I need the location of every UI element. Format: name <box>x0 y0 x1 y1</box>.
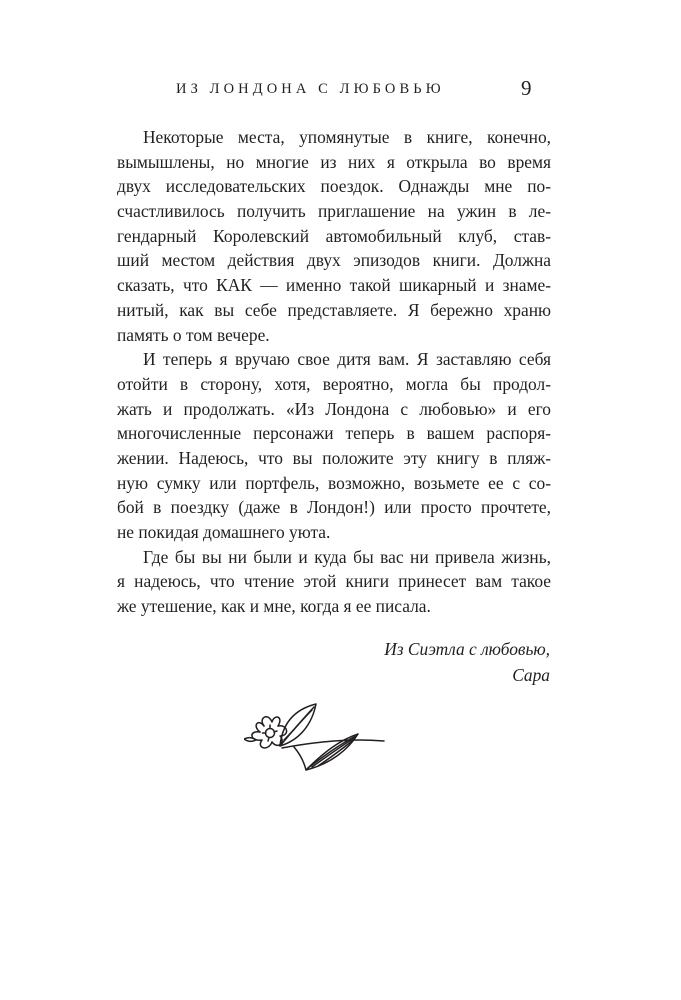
text-line: нитый, как вы себе представляете. Я бережно храню <box>117 299 551 320</box>
text-line: память о том вечере. <box>117 324 270 345</box>
text-line: вымышлены, но многие из них я открыла во время <box>117 151 551 172</box>
flower-icon <box>244 696 389 778</box>
text-line: ную сумку или портфель, возможно, возьмете ее с со- <box>117 472 551 493</box>
text-line: счастливилось получить приглашение на ужин в ле- <box>117 201 551 222</box>
text-line: гендарный Королевский автомобильный клуб, став- <box>117 225 551 246</box>
text-line: отойти в сторону, хотя, вероятно, могла бы продол- <box>117 373 551 394</box>
text-line: я надеюсь, что чтение этой книги принесет вам такое <box>117 571 551 592</box>
text-line: Где бы вы ни были и куда бы вас ни привела жизнь, <box>143 546 551 567</box>
paragraph-1 <box>117 125 551 347</box>
page-number: 9 <box>521 76 532 100</box>
text-line: Некоторые места, упомянутые в книге, конечно, <box>143 127 551 147</box>
text-line: ший местом действия двух эпизодов книги. Должна <box>117 250 551 271</box>
text-line: не покидая домашнего уюта. <box>117 522 331 542</box>
body-text <box>117 125 551 619</box>
signature <box>250 636 550 688</box>
running-title: ИЗ ЛОНДОНА С ЛЮБОВЬЮ <box>176 81 445 97</box>
running-head <box>0 76 681 100</box>
text-line: жении. Надеюсь, что вы положите эту книгу в пляж- <box>117 447 551 468</box>
signature-author: Сара <box>512 665 550 685</box>
paragraph-2 <box>117 347 551 545</box>
text-line: жать и продолжать. «Из Лондона с любовью» и его <box>117 398 551 419</box>
text-line: сказать, что КАК — именно такой шикарный и знаме- <box>117 275 551 296</box>
signature-closing: Из Сиэтла с любовью, <box>384 639 550 659</box>
paragraph-3 <box>117 545 551 619</box>
text-line: двух исследовательских поездок. Однажды мне по- <box>117 176 551 197</box>
text-line: И теперь я вручаю свое дитя вам. Я заставляю себя <box>143 349 551 370</box>
text-line: бой в поездку (даже в Лондон!) или просто прочтете, <box>117 497 551 518</box>
text-line: же утешение, как и мне, когда я ее писала. <box>117 596 431 617</box>
text-line: многочисленные персонажи теперь в вашем распоря- <box>117 423 551 444</box>
